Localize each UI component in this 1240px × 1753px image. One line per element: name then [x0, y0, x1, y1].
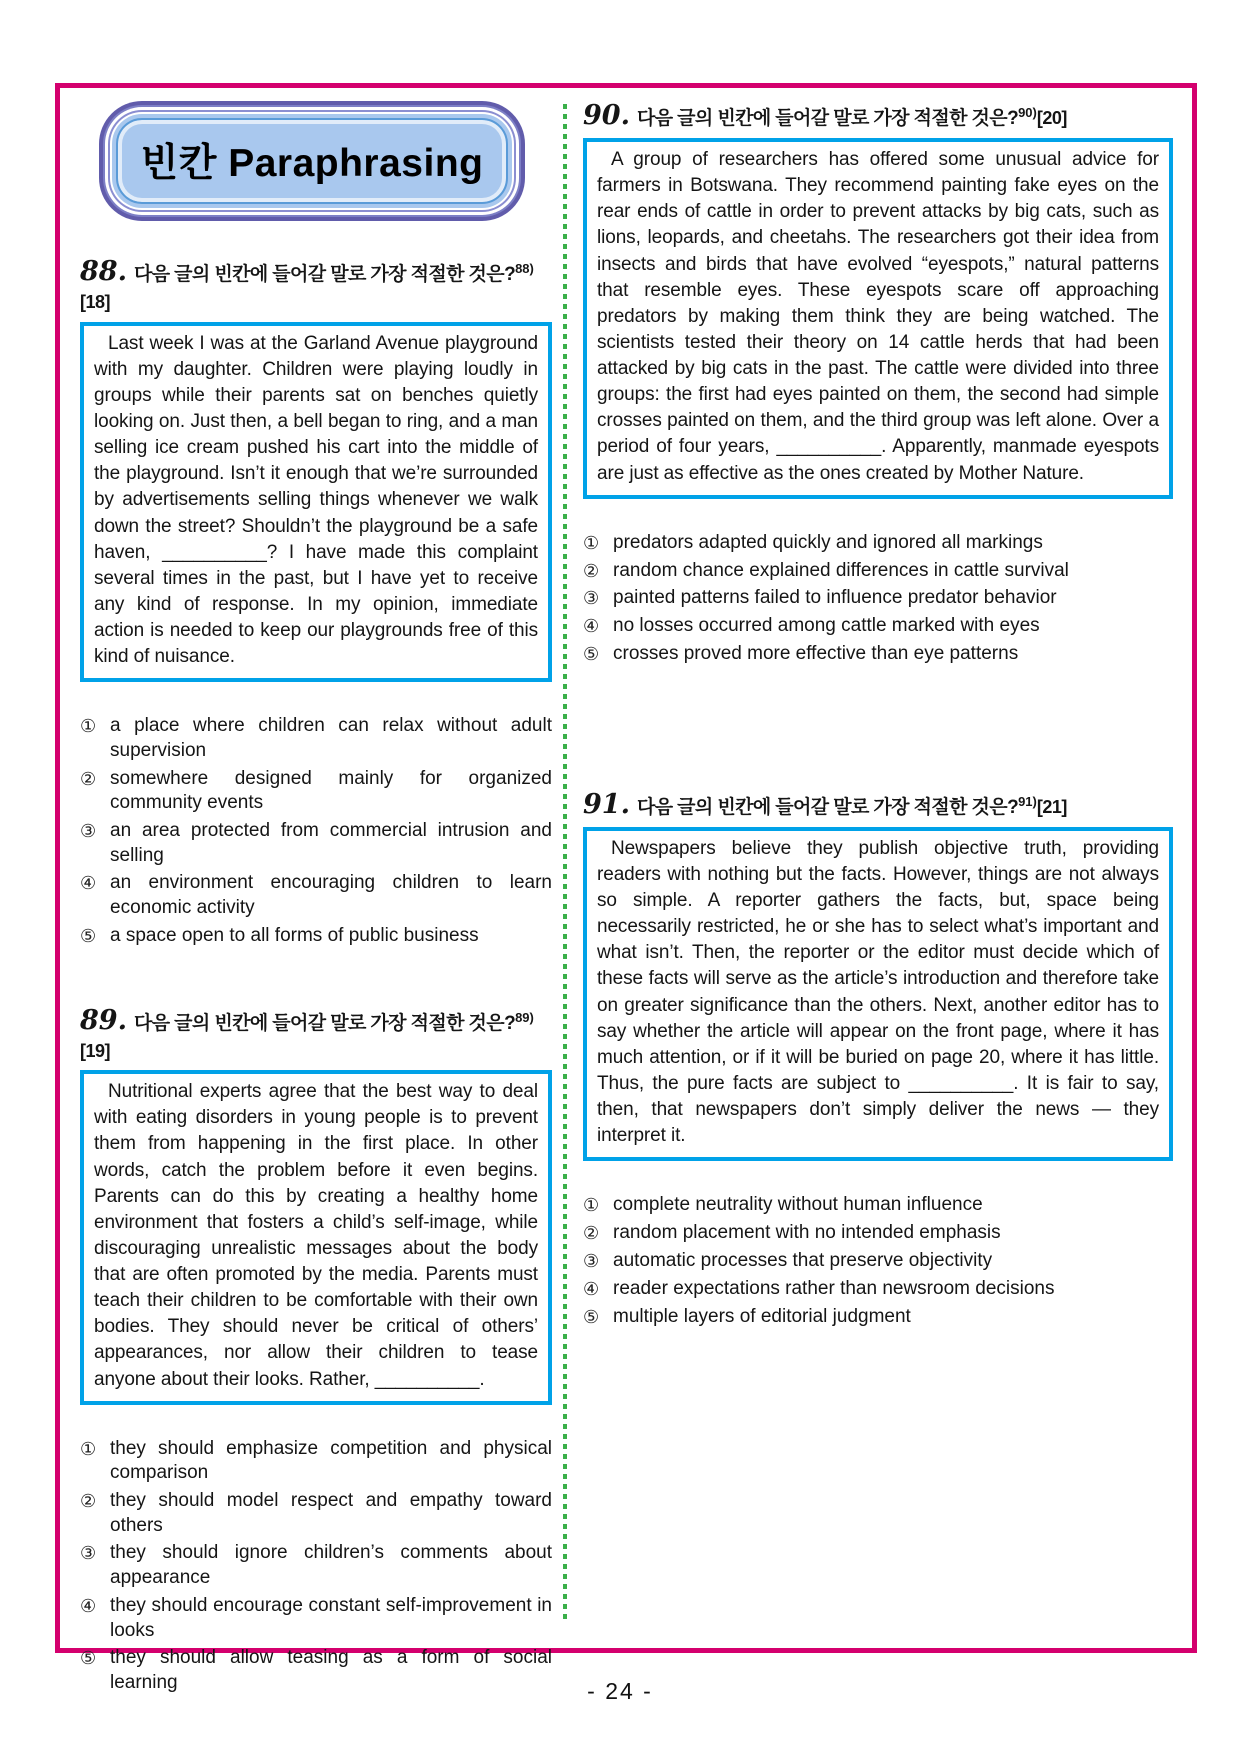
question-source-tag: [19]: [80, 1040, 111, 1061]
choices-list: [80, 1437, 552, 1696]
choice-marker: ②: [583, 560, 600, 581]
question-number: 91.: [583, 788, 630, 820]
choice-marker: ④: [80, 873, 97, 894]
choice-item-4: [583, 1277, 1173, 1302]
choice-text: they should allow teasing as a form of social learning: [110, 1647, 552, 1693]
choice-item-3: [583, 586, 1173, 611]
choice-text: they should model respect and empathy toward others: [110, 1490, 552, 1536]
left-column: [80, 100, 552, 1752]
choice-item-2: [80, 767, 552, 816]
choice-item-2: [583, 559, 1173, 584]
question-source-tag: [18]: [80, 292, 111, 313]
choice-text: multiple layers of editorial judgment: [613, 1305, 911, 1327]
choice-item-3: [80, 1541, 552, 1590]
question-88: [80, 256, 552, 949]
choice-item-1: [583, 531, 1173, 556]
choice-marker: ②: [80, 1491, 97, 1512]
question-prompt: 다음 글의 빈칸에 들어갈 말로 가장 적절한 것은?: [133, 264, 516, 285]
choice-text: a space open to all forms of public business: [110, 924, 479, 946]
choice-marker: ⑤: [583, 1306, 600, 1327]
choice-marker: ⑤: [583, 643, 600, 664]
choice-marker: ③: [80, 1543, 97, 1564]
choice-marker: ③: [80, 821, 97, 842]
choice-marker: ①: [80, 716, 97, 737]
choice-text: painted patterns failed to influence predator behavior: [613, 587, 1057, 609]
question-footnote-ref: 90): [1018, 105, 1037, 120]
question-90: [583, 100, 1173, 667]
choice-item-1: [80, 714, 552, 763]
choice-text: no losses occurred among cattle marked with eyes: [613, 615, 1040, 637]
question-footnote-ref: 88): [515, 261, 534, 276]
question-footnote-ref: 91): [1018, 793, 1037, 809]
column-divider-dotted-line: [563, 104, 567, 1624]
choice-item-1: [583, 1193, 1173, 1218]
choice-marker: ③: [583, 1251, 600, 1272]
question-number: 88.: [80, 256, 127, 287]
question-89: [80, 1005, 552, 1696]
passage-box: [583, 827, 1173, 1162]
choice-marker: ①: [583, 1195, 600, 1216]
section-title-wrap: [80, 100, 552, 204]
question-91-header: [583, 789, 1173, 820]
passage-box: [583, 138, 1173, 499]
choices-list: [80, 714, 552, 948]
choice-item-1: [80, 1437, 552, 1486]
passage-box: [80, 322, 552, 683]
question-source-tag: [20]: [1036, 108, 1067, 128]
section-title-plaque: [116, 118, 508, 204]
question-prompt: 다음 글의 빈칸에 들어갈 말로 가장 적절한 것은?: [636, 796, 1019, 818]
question-88-header: [80, 256, 552, 315]
choice-item-3: [583, 1249, 1173, 1274]
passage-text: Last week I was at the Garland Avenue playground with my daughter. Children were playing loudly in groups while their parents sat on benches quietly looking on. Just then, a bell began to ring, and a man selling ice cream pushed his cart into the middle of the playground. Isn’t it enough that we’re surrounded by advertisements selling things whenever we walk down the street? Shouldn’t the playground be a safe haven, __________? I have made this complaint several times in the past, but I have yet to receive any kind of response. In my opinion, immediate action is needed to keep our playgrounds free of this kind of nuisance.: [94, 332, 538, 668]
choice-item-4: [80, 871, 552, 920]
page-number: - 24 -: [587, 1678, 653, 1704]
question-number: 90.: [583, 100, 630, 131]
choice-marker: ②: [80, 768, 97, 789]
choice-text: somewhere designed mainly for organized community events: [110, 767, 552, 814]
choice-text: crosses proved more effective than eye patterns: [613, 642, 1019, 664]
choice-marker: ④: [583, 616, 600, 637]
choice-marker: ②: [583, 1223, 600, 1244]
choices-list: [583, 531, 1173, 667]
choice-marker: ④: [583, 1278, 600, 1299]
choice-item-5: [80, 924, 552, 949]
choice-text: an area protected from commercial intrusion and selling: [110, 820, 552, 866]
choice-item-5: [583, 1305, 1173, 1330]
choice-marker: ①: [80, 1438, 97, 1459]
choice-text: they should encourage constant self-improvement in looks: [110, 1594, 552, 1641]
choice-text: complete neutrality without human influence: [613, 1194, 983, 1216]
choice-item-4: [583, 614, 1173, 639]
choice-text: random placement with no intended emphasis: [613, 1222, 1001, 1244]
question-source-tag: [21]: [1036, 796, 1067, 817]
passage-text: Nutritional experts agree that the best way to deal with eating disorders in young people is to prevent them from happening in the first place. In other words, catch the problem before it even begins. Parents can do this by creating a healthy home environment that fosters a child’s self-image, while discouraging unrealistic messages about the body that are often promoted by the media. Parents must teach their children to be comfortable with their own bodies. They should never be critical of others’ appearances, nor allow their children to tease anyone about their looks. Rather, __________.: [94, 1081, 538, 1390]
choice-text: automatic processes that preserve objectivity: [613, 1250, 993, 1272]
passage-text: A group of researchers has offered some unusual advice for farmers in Botswana. They recommend painting fake eyes on the rear ends of cattle in order to prevent attacks by big cats, such as lions, leopards, and cheetahs. The researchers got their idea from insects and birds that have evolved “eyespots,” natural patterns that resemble eyes. These eyespots scare off approaching predators by making them think they are being watched. The scientists tested their theory on 14 cattle herds that had been attacked by big cats in the past. The cattle were divided into three groups: the first had eyes painted on them, the second had simple crosses painted on them, and the third group was left alone. Over a period of four years, __________. Apparently, manmade eyespots are just as effective as the ones created by Mother Nature.: [597, 149, 1159, 484]
choice-item-3: [80, 819, 552, 868]
choice-text: they should emphasize competition and physical comparison: [110, 1437, 552, 1484]
choice-text: an environment encouraging children to learn economic activity: [110, 872, 552, 919]
question-footnote-ref: 89): [515, 1009, 534, 1025]
question-prompt: 다음 글의 빈칸에 들어갈 말로 가장 적절한 것은?: [133, 1012, 516, 1034]
passage-box: [80, 1070, 552, 1405]
choice-marker: ⑤: [80, 925, 97, 946]
choice-text: random chance explained differences in cattle survival: [613, 559, 1069, 581]
choice-text: a place where children can relax without adult supervision: [110, 715, 552, 761]
choice-marker: ③: [583, 588, 600, 609]
question-89-header: [80, 1005, 552, 1064]
question-91: [583, 789, 1173, 1330]
choice-marker: ⑤: [80, 1648, 97, 1669]
choice-marker: ①: [583, 532, 600, 553]
question-90-header: [583, 100, 1173, 131]
passage-text: Newspapers believe they publish objective truth, providing readers with nothing but the facts. However, things are not always so simple. A reporter gathers the facts, but, space being necessarily restricted, he or she has to select what’s important and what isn’t. Then, the reporter or the editor must decide which of these facts will serve as the article’s introduction and therefore take on greater significance than the others. Next, another editor has to say whether the article will appear on the front page, where it has much attention, or if it will be buried on page 20, where it has little. Thus, the pure facts are subject to __________. It is fair to say, then, that newspapers don’t simply deliver the news — they interpret it.: [597, 837, 1159, 1147]
right-column: [583, 100, 1173, 1386]
choices-list: [583, 1193, 1173, 1329]
choice-item-2: [583, 1221, 1173, 1246]
section-title: 빈칸 Paraphrasing: [140, 142, 484, 185]
choice-item-2: [80, 1489, 552, 1538]
choice-item-5: [583, 642, 1173, 667]
question-number: 89.: [80, 1004, 127, 1036]
question-prompt: 다음 글의 빈칸에 들어갈 말로 가장 적절한 것은?: [636, 108, 1019, 129]
choice-item-4: [80, 1594, 552, 1643]
choice-text: they should ignore children’s comments about appearance: [110, 1542, 552, 1589]
choice-text: predators adapted quickly and ignored all markings: [613, 531, 1043, 553]
choice-text: reader expectations rather than newsroom decisions: [613, 1277, 1055, 1299]
choice-marker: ④: [80, 1595, 97, 1616]
